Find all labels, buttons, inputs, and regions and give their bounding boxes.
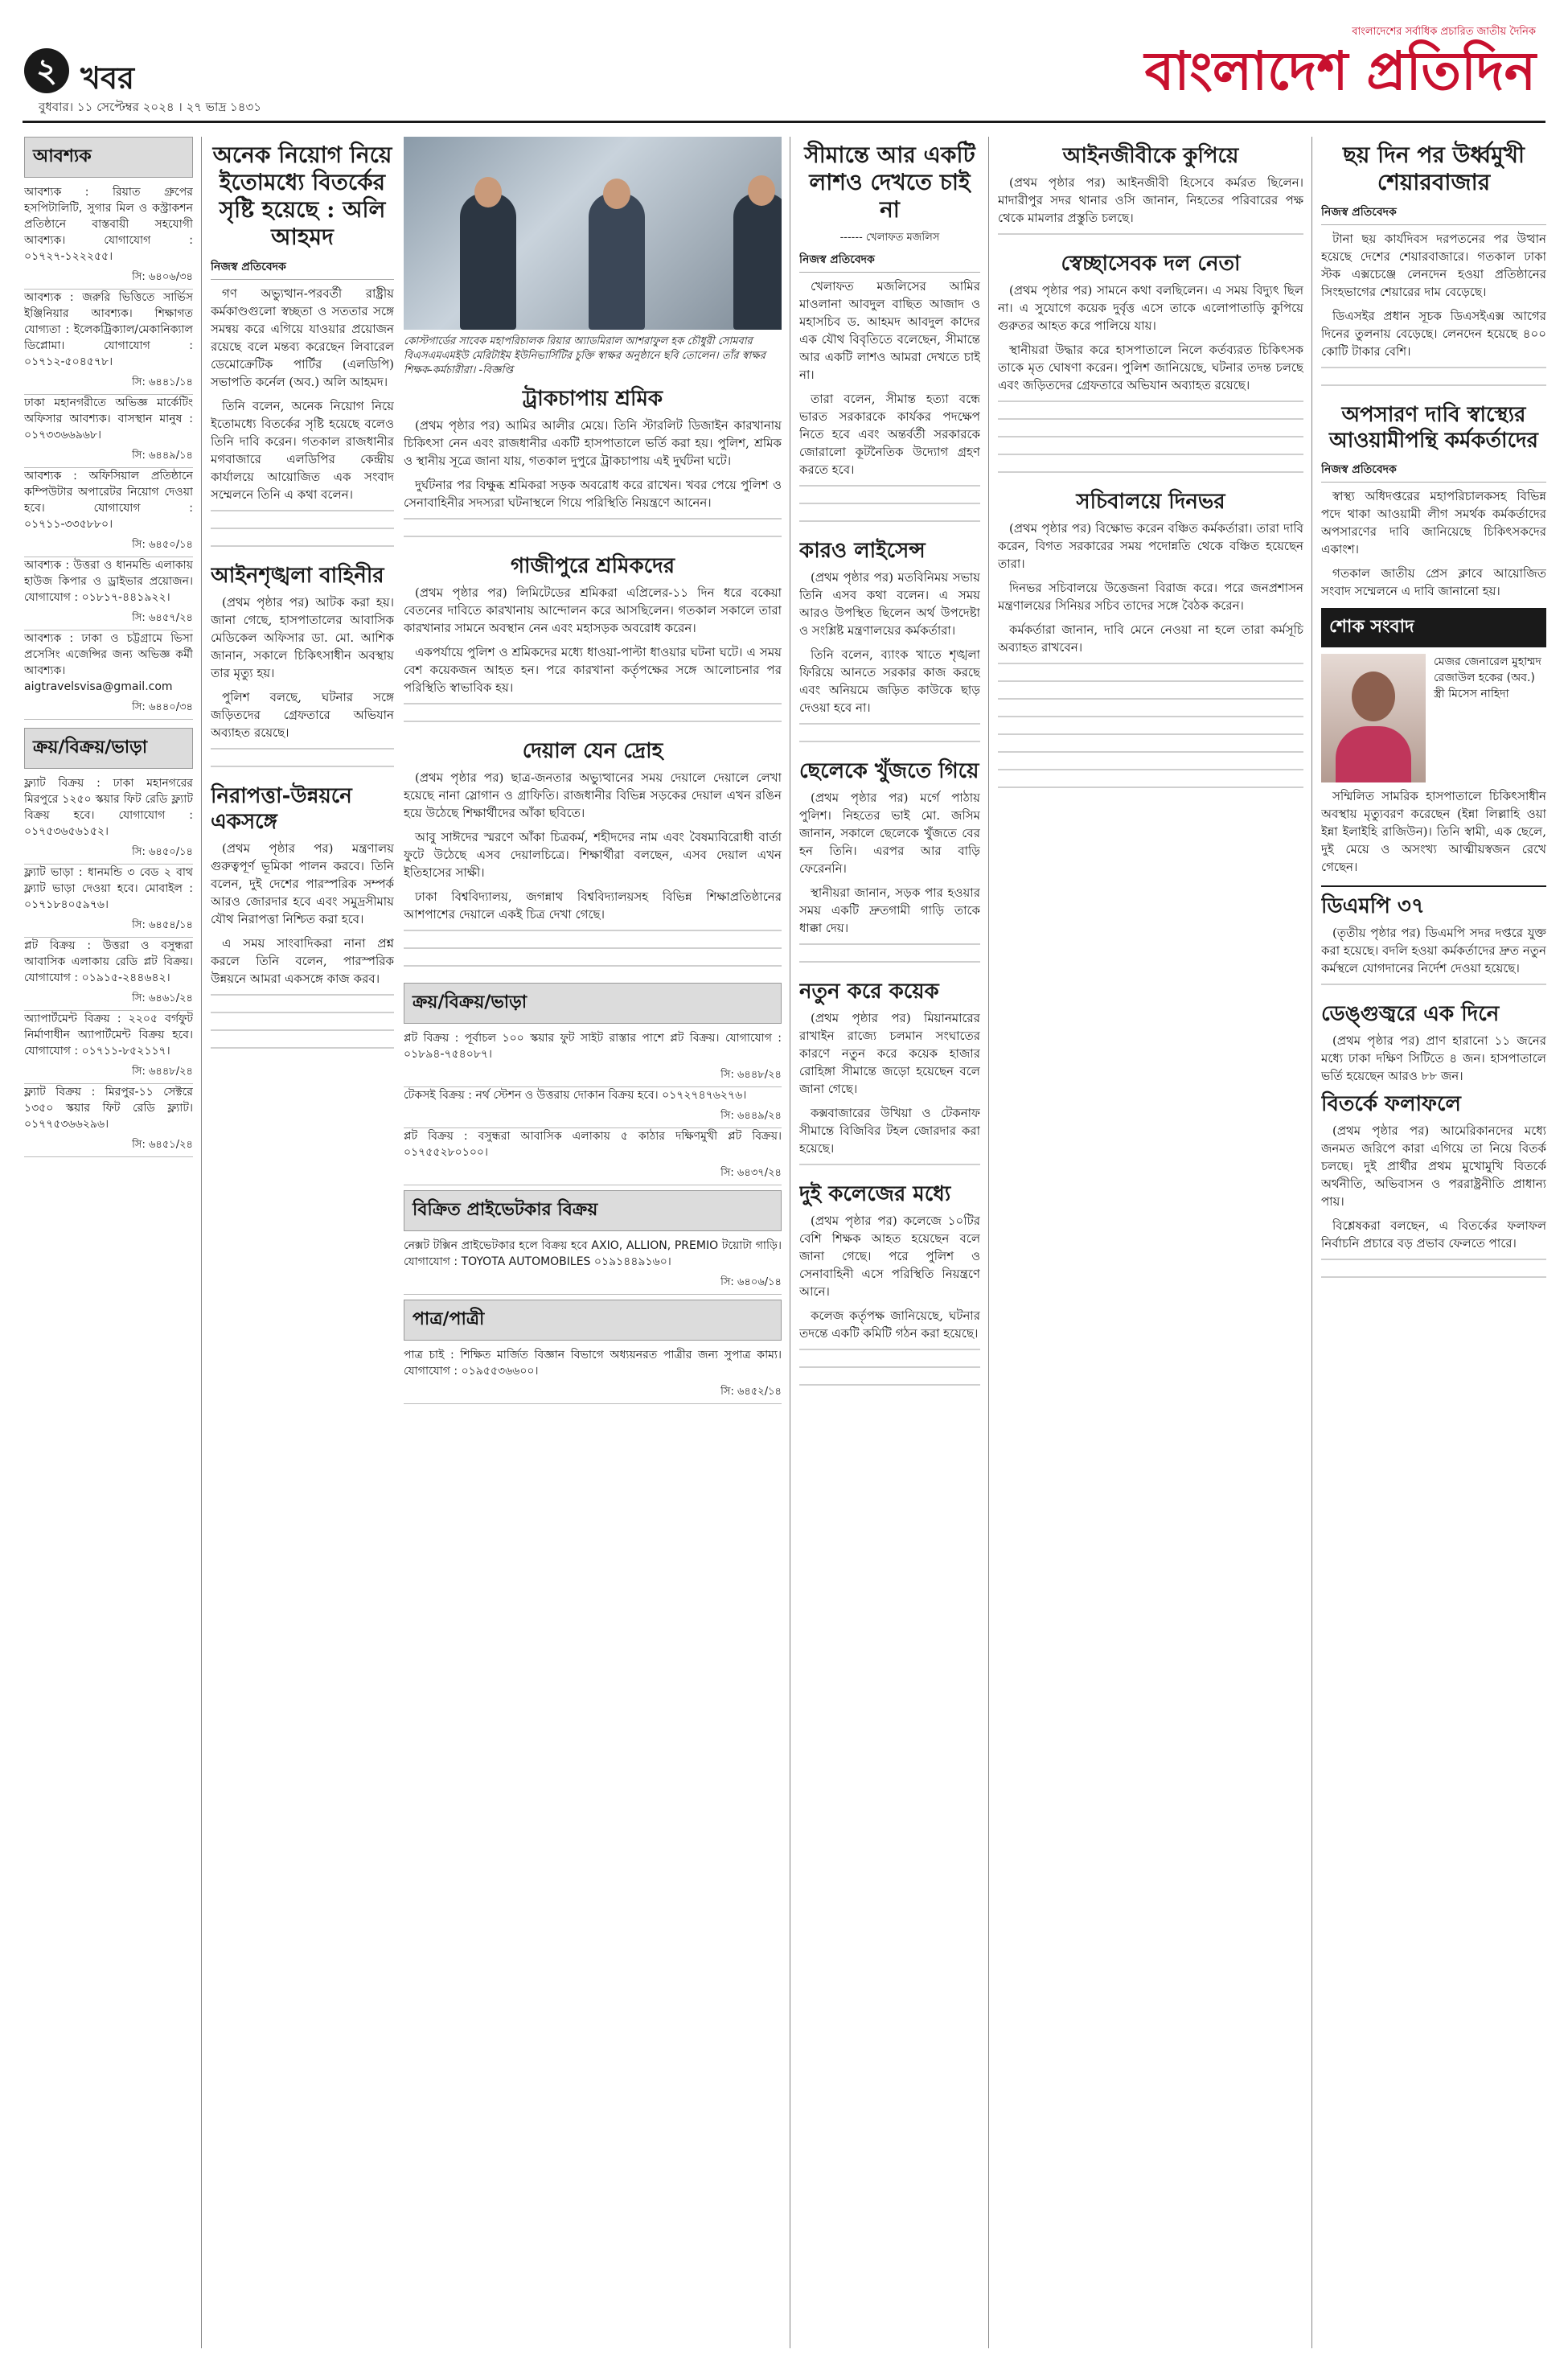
headline-volunteer-leader: স্বেচ্ছাসেবক দল নেতা	[1061, 252, 1241, 276]
middle-classified-list	[404, 1030, 782, 1185]
headline-secretariat: সচিবালয়ে দিনভর	[1076, 490, 1225, 514]
news-photo	[404, 137, 782, 330]
classified-heading: আবশ্যক	[24, 137, 193, 178]
byline: নিজস্ব প্রতিবেদক	[799, 250, 980, 273]
paragraph: দুর্ঘটনার পর বিক্ষুব্ধ শ্রমিকরা সড়ক অবরোধ করে রাখেন। খবর পেয়ে পুলিশ ও সেনাবাহিনীর সদস্যরা ঘটনাস্থলে গিয়ে পরিস্থিতি নিয়ন্ত্রণে আনেন।	[404, 478, 782, 510]
paragraph: স্থানীয়রা উদ্ধার করে হাসপাতালে নিলে কর্তব্যরত চিকিৎসক তাকে মৃত ঘোষণা করেন। পুলিশ জানিয়েছে, ঘটনার তদন্ত চলছে এবং জড়িতদের গ্রেফতারে অভিযান অব্যাহত রয়েছে।	[998, 343, 1303, 392]
classifieds-column	[24, 137, 193, 2348]
paragraph: (প্রথম পৃষ্ঠার পর) আমির আলীর মেয়ে। তিনি স্টারলিট ডিজাইন কারখানায় চিকিৎসা নেন এবং রাজধানীর একটি হাসপাতালে ভর্তি করা হয়। পুলিশ, শ্রমিক ও স্থানীয় সূত্রে জানা যায়, গতকাল দুপুরে ট্রাকচাপায় এই দুর্ঘটনা ঘটে।	[404, 418, 782, 468]
article-body	[404, 584, 782, 696]
article-body	[799, 277, 980, 478]
classified-list	[24, 184, 193, 720]
paragraph: (প্রথম পৃষ্ঠার পর) আটক করা হয়। জানা গেছে, হাসপাতালের আবাসিক মেডিকেল অফিসার ডা. মো. আশিক জানান, সকালে চিকিৎসাধীন অবস্থায় তার মৃত্যু হয়।	[211, 595, 394, 680]
article-body	[211, 840, 394, 988]
middle-classified-heading: ক্রয়/বিক্রয়/ভাড়া	[404, 983, 782, 1024]
paragraph: বিশ্লেষকরা বলছেন, এ বিতর্কের ফলাফল নির্বাচনি প্রচারে বড় প্রভাব ফেলতে পারে।	[1321, 1218, 1546, 1251]
classified-item: ঢাকা মহানগরীতে অভিজ্ঞ মার্কেটিং অফিসার আবশ্যক। বাসস্থান মানুষ : ০১৭৩৩৬৬৯৬৮।	[24, 396, 193, 442]
paragraph: (প্রথম পৃষ্ঠার পর) ছাত্র-জনতার অভ্যুত্থানের সময় দেয়ালে দেয়ালে লেখা হয়েছে নানা স্লোগান ও গ্রাফিতি। রাজধানীর বিভিন্ন সড়কের দেয়াল এখন রঙিন হয়ে উঠেছে শিক্ষার্থীদের আঁকা ছবিতে।	[404, 770, 782, 820]
classified-item: ফ্ল্যাট বিক্রয় : মিরপুর-১১ সেক্টরে ১৩৫০ স্কয়ার ফিট রেডি ফ্ল্যাট। ০১৭৭৫৩৬৬২৯৬।	[24, 1086, 193, 1131]
classified-ref: সি: ৬৪৫৭/২৪	[24, 610, 193, 630]
paragraph: ডিএসইর প্রধান সূচক ডিএসইএক্স আগের দিনের তুলনায় বেড়েছে। লেনদেন হয়েছে ৪০০ কোটি টাকার বেশি।	[1321, 309, 1546, 359]
paragraph: আবু সাঈদের স্মরণে আঁকা চিত্রকর্ম, শহীদদের নাম এবং বৈষম্যবিরোধী বার্তা ফুটে উঠেছে এসব দেয়ালচিত্রে। শিক্ষার্থীরা বলছেন, এসব দেয়াল এখন ইতিহাসের সাক্ষী।	[404, 830, 782, 880]
paragraph: গণ অভ্যুত্থান-পরবর্তী রাষ্ট্রীয় কর্মকাণ্ডগুলো স্বচ্ছতা ও সততার সঙ্গে সমন্বয় করে এগিয়ে যাওয়ার প্রয়োজন রয়েছে বলে মন্তব্য করেছেন লিবারেল ডেমোক্রেটিক পার্টির (এলডিপি) সভাপতি কর্নেল (অব.) অলি আহমদ।	[211, 286, 394, 389]
classified-item: টেকসই বিক্রয় : নর্থ স্টেশন ও উত্তরায় দোকান বিক্রয় হবে। ০১৭২৭৪৭৬২৭৬।	[404, 1089, 747, 1102]
article-body	[998, 174, 1303, 227]
headline-dengue: ডেঙ্গুজ্বরে এক দিনে	[1321, 1002, 1500, 1026]
article-body	[1321, 1122, 1546, 1252]
paragraph: স্বাস্থ্য অধিদপ্তরের মহাপরিচালকসহ বিভিন্ন পদে থাকা আওয়ামী লীগ সমর্থক কর্মকর্তাদের অপসারণের দাবি জানিয়েছে চিকিৎসকদের একাংশ।	[1321, 489, 1546, 557]
page-number: ২	[24, 48, 69, 93]
paragraph: (প্রথম পৃষ্ঠার পর) প্রাণ হারানো ১১ জনের মধ্যে ঢাকা দক্ষিণ সিটিতে ৪ জন। হাসপাতালে ভর্তি হয়েছেন আরও ৮৮ জন।	[1321, 1033, 1546, 1083]
classified-item: প্লট বিক্রয় : বসুন্ধরা আবাসিক এলাকায় ৫ কাঠার দক্ষিণমুখী প্লট বিক্রয়। ০১৭৫৫২৮০১০০।	[404, 1130, 782, 1159]
obituary-heading: শোক সংবাদ	[1321, 608, 1546, 647]
article-body	[1321, 924, 1546, 977]
classified-item: আবশ্যক : অফিসিয়াল প্রতিষ্ঠানে কম্পিউটার অপারেটর নিয়োগ দেওয়া হবে। যোগাযোগ : ০১৭১১-৩৩৫৮৮০।	[24, 470, 193, 531]
headline-debate-result: বিতর্কে ফলাফলে	[1321, 1092, 1461, 1116]
article-body	[799, 1212, 980, 1342]
paragraph: একপর্যায়ে পুলিশ ও শ্রমিকদের মধ্যে ধাওয়া-পাল্টা ধাওয়ার ঘটনা ঘটে। এ সময় বেশ কয়েকজন আহত হন। পরে কারখানা কর্তৃপক্ষের সঙ্গে আলোচনার পর পরিস্থিতি স্বাভাবিক হয়।	[404, 645, 782, 695]
headline-license: কারও লাইসেন্স	[799, 539, 926, 563]
headline-oli-ahmed: অনেক নিয়োগ নিয়ে ইতোমধ্যে বিতর্কের সৃষ্টি হয়েছে : অলি আহমদ	[212, 142, 392, 250]
paragraph: স্থানীয়রা জানান, সড়ক পার হওয়ার সময় একটি দ্রুতগামী গাড়ি তাকে ধাক্কা দেয়।	[799, 885, 980, 935]
classified-item: আবশ্যক : জরুরি ভিত্তিতে সার্ভিস ইঞ্জিনিয়ার আবশ্যক। শিক্ষাগত যোগ্যতা : ইলেকট্রিক্যাল/মেকানিক্যাল ডিপ্লোমা। যোগাযোগ : ০১৭১২-৫০৪৫৭৮।	[24, 291, 193, 368]
masthead-tagline: বাংলাদেশের সর্বাধিক প্রচারিত জাতীয় দৈনিক	[1352, 26, 1536, 38]
headline-searching-son: ছেলেকে খুঁজতে গিয়ে	[799, 759, 979, 783]
masthead-name: বাংলাদেশ প্রতিদিন	[1144, 39, 1536, 102]
photo-caption: কোস্টগার্ডের সাবেক মহাপরিচালক রিয়ার অ্যাডমিরাল আশরাফুল হক চৌধুরী সোমবার বিএসএমএমইউ মেরিটাইম ইউনিভার্সিটির চুক্তি স্বাক্ষর অনুষ্ঠানে ছবি তোলেন। তাঁর স্বাক্ষর শিক্ষক-কর্মচারীরা। -বিজ্ঞপ্তি	[404, 335, 766, 376]
article-body	[799, 1009, 980, 1157]
column-5	[799, 137, 980, 2348]
classified-item: আবশ্যক : ঢাকা ও চট্টগ্রামে ভিসা প্রসেসিং এজেন্সির জন্য অভিজ্ঞ কর্মী আবশ্যক। aigtravelsvisa@gmail.com	[24, 632, 193, 693]
article-body	[211, 594, 394, 741]
paragraph: (প্রথম পৃষ্ঠার পর) সামনে কথা বলছিলেন। এ সময় বিদ্যুৎ ছিল না। এ সুযোগে কয়েক দুর্বৃত্ত এসে তাকে এলোপাতাড়ি কুপিয়ে গুরুতর আহত করে পালিয়ে যায়।	[998, 283, 1303, 333]
section-title: খবর	[80, 60, 135, 96]
classified-item: প্লট বিক্রয় : পূর্বাচল ১০০ স্কয়ার ফুট সাইট রাস্তার পাশে প্লট বিক্রয়। যোগাযোগ : ০১৮৯৪-৭৫৪০৮৭।	[404, 1032, 782, 1061]
article-body	[998, 520, 1303, 656]
byline: নিজস্ব প্রতিবেদক	[211, 257, 394, 280]
column-2	[211, 137, 394, 2348]
classified-item: ফ্ল্যাট ভাড়া : ধানমন্ডি ৩ বেড ২ বাথ ফ্ল্যাট ভাড়া দেওয়া হবে। মোবাইল : ০১৭১৮৪০৫৯৭৬।	[24, 866, 193, 911]
column-3	[404, 137, 782, 2348]
article-body	[1321, 1032, 1546, 1085]
paragraph: (প্রথম পৃষ্ঠার পর) বিক্ষোভ করেন বঞ্চিত কর্মকর্তারা। তারা দাবি করেন, বিগত সরকারের সময় পদোন্নতি থেকে বঞ্চিত হয়েছেন তারা।	[998, 521, 1303, 571]
paragraph: দিনভর সচিবালয়ে উত্তেজনা বিরাজ করে। পরে জনপ্রশাসন মন্ত্রণালয়ের সিনিয়র সচিব তাদের সঙ্গে বৈঠক করেন।	[998, 581, 1303, 613]
paragraph: ঢাকা বিশ্ববিদ্যালয়, জগন্নাথ বিশ্ববিদ্যালয়সহ বিভিন্ন শিক্ষাপ্রতিষ্ঠানের আশপাশের দেয়ালে একই চিত্র দেখা গেছে।	[404, 889, 782, 922]
column-6	[998, 137, 1303, 2348]
article-body	[998, 281, 1303, 394]
paragraph: তারা বলেন, সীমান্ত হত্যা বন্ধে ভারত সরকারকে কার্যকর পদক্ষেপ নিতে হবে এবং অন্তর্বর্তী সরকারকে জোরালো কূটনৈতিক উদ্যোগ গ্রহণ করতে হবে।	[799, 392, 980, 477]
classified-ref: সি: ৬৪৪১/১৪	[24, 375, 193, 395]
classified-ref: সি: ৬৪৪০/৩৪	[24, 700, 193, 720]
matrimony-ad: পাত্র চাই : শিক্ষিত মার্জিত বিজ্ঞান বিভাগে অধ্যয়নরত পাত্রীর জন্য সুপাত্র কাম্য। যোগাযোগ : ০১৯৫৫৩৬৬০০।	[404, 1349, 782, 1378]
headline-law-enforcement: আইনশৃঙ্খলা বাহিনীর	[211, 564, 384, 588]
classified-ref: সি: ৬৪০৬/৩৪	[24, 269, 193, 290]
paragraph: কর্মকর্তারা জানান, দাবি মেনে নেওয়া না হলে তারা কর্মসূচি অব্যাহত রাখবেন।	[998, 622, 1303, 655]
paragraph: (প্রথম পৃষ্ঠার পর) আইনজীবী হিসেবে কর্মরত ছিলেন। মাদারীপুর সদর থানার ওসি জানান, নিহতের পরিবারের পক্ষ থেকে মামলার প্রস্তুতি চলছে।	[998, 175, 1303, 225]
paragraph: তিনি বলেন, ব্যাংক খাতে শৃঙ্খলা ফিরিয়ে আনতে সরকার কাজ করছে এবং অনিয়মে জড়িত কাউকে ছাড় দেওয়া হবে না।	[799, 647, 980, 715]
header-rule	[23, 121, 1545, 123]
classified-ref: সি: ৬৪৪৮/২৪	[24, 1064, 193, 1084]
classified-ref: সি: ৬৪৫১/২৪	[24, 1137, 193, 1157]
headline-subtitle: ------ খেলাফত মজলিস	[839, 232, 940, 244]
paragraph: (প্রথম পৃষ্ঠার পর) মর্গে পাঠায় পুলিশ। নিহতের ভাই মো. জসিম জানান, সকালে ছেলেকে খুঁজতে বের হন তিনি। এরপর আর বাড়ি ফেরেননি।	[799, 791, 980, 876]
article-body	[1321, 230, 1546, 360]
classified-item: অ্যাপার্টমেন্ট বিক্রয় : ২২০৫ বর্গফুট নির্মাণাধীন অ্যাপার্টমেন্ট বিক্রয় হবে। যোগাযোগ : ০১৭১১-৮৫২১১৭।	[24, 1012, 193, 1058]
paragraph: (প্রথম পৃষ্ঠার পর) মতবিনিময় সভায় তিনি এসব কথা বলেন। এ সময় আরও উপস্থিত ছিলেন অর্থ উপদেষ্টা ও সংশ্লিষ্ট মন্ত্রণালয়ের কর্মকর্তারা।	[799, 570, 980, 638]
headline-gazipur-workers: গাজীপুরে শ্রমিকদের	[510, 554, 675, 578]
paragraph: টানা ছয় কার্যদিবস দরপতনের পর উত্থান হয়েছে দেশের শেয়ারবাজারে। গতকাল ঢাকা স্টক এক্সচেঞ্জে লেনদেন হওয়া প্রতিষ্ঠানের সিংহভাগের শেয়ারের দাম বেড়েছে।	[1321, 232, 1546, 299]
column-8	[1321, 137, 1546, 2348]
headline-health-removal: অপসারণ দাবি স্বাস্থ্যের আওয়ামীপন্থি কর্মকর্তাদের	[1329, 403, 1538, 453]
headline-dmp: ডিএমপি ৩৭	[1321, 894, 1425, 918]
headline-lawyer-attack: আইনজীবীকে কুপিয়ে	[1062, 144, 1239, 168]
byline: নিজস্ব প্রতিবেদক	[1321, 203, 1546, 225]
obituary-name: মেজর জেনারেল মুহাম্মদ রেজাউল হকের (অব.) স্ত্রী মিসেস নাহিদা	[1434, 655, 1541, 700]
article-body	[1321, 487, 1546, 600]
headline-wall-graffiti: দেয়াল যেন দ্রোহ	[522, 739, 663, 763]
classified-item: আবশ্যক : উত্তরা ও ধানমন্ডি এলাকায় হাউজ কিপার ও ড্রাইভার প্রয়োজন। যোগাযোগ : ০১৮১৭-৪৪১৯২২।	[24, 559, 193, 604]
real-estate-heading: ক্রয়/বিক্রয়/ভাড়া	[24, 728, 193, 769]
headline-new-rohingya: নতুন করে কয়েক	[799, 980, 939, 1004]
headline-security-development: নিরাপত্তা-উন্নয়নে একসঙ্গে	[211, 784, 352, 834]
paragraph: তিনি বলেন, অনেক নিয়োগ নিয়ে ইতোমধ্যে বিতর্কের সৃষ্টি হয়েছে বলেও তিনি দাবি করেন। গতকাল রাজধানীর মগবাজারে এলডিপির কেন্দ্রীয় কার্যালয়ে আয়োজিত এক সংবাদ সম্মেলনে তিনি এ কথা বলেন।	[211, 399, 394, 502]
column-divider	[1311, 137, 1312, 2348]
classified-ref: সি: ৬৪৫০/১৪	[24, 537, 193, 557]
paragraph: পুলিশ বলছে, ঘটনার সঙ্গে জড়িতদের গ্রেফতারে অভিযান অব্যাহত রয়েছে।	[211, 690, 394, 740]
byline: নিজস্ব প্রতিবেদক	[1321, 460, 1546, 483]
article-body	[404, 417, 782, 511]
article-body	[211, 285, 394, 503]
article-body	[799, 569, 980, 717]
column-divider	[988, 137, 989, 2348]
real-estate-list	[24, 775, 193, 1157]
paragraph: গতকাল জাতীয় প্রেস ক্লাবে আয়োজিত সংবাদ সম্মেলনে এ দাবি জানানো হয়।	[1321, 566, 1546, 598]
paragraph: (প্রথম পৃষ্ঠার পর) কলেজে ১০টির বেশি শিক্ষক আহত হয়েছেন বলে জানা গেছে। পরে পুলিশ ও সেনাবাহিনী এসে পরিস্থিতি নিয়ন্ত্রণে আনে।	[799, 1214, 980, 1299]
classified-ref: সি: ৬৪৬১/২৪	[24, 991, 193, 1011]
classified-item: আবশ্যক : রিয়াত গ্রুপের হসপিটালিটি, সুগার মিল ও কস্ট্রাকশন প্রতিষ্ঠানে বাস্তবায়ী সহযোগী আবশ্যক। যোগাযোগ : ০১৭২৭-১২২২৫৫।	[24, 186, 193, 263]
obituary	[1321, 654, 1546, 782]
matrimony-heading: পাত্র/পাত্রী	[404, 1300, 782, 1341]
paragraph: খেলাফত মজলিসের আমির মাওলানা আবদুল বাছিত আজাদ ও মহাসচিব ড. আহমদ আবদুল কাদের এক যৌথ বিবৃতিতে বলেছেন, সীমান্তে আর একটি লাশও আমরা দেখতে চাই না।	[799, 279, 980, 382]
dateline: বুধবার। ১১ সেপ্টেম্বর ২০২৪ । ২৭ ভাদ্র ১৪৩১	[39, 100, 262, 114]
article-body	[799, 789, 980, 937]
masthead	[1145, 24, 1536, 101]
paragraph: (প্রথম পৃষ্ঠার পর) লিমিটেডের শ্রমিকরা এপ্রিলের-১১ দিন ধরে বকেয়া বেতনের দাবিতে কারখানায় আন্দোলন করে আসছিলেন। গতকাল সকালে তারা কারখানার সামনে অবস্থান নেন এবং মহাসড়ক অবরোধ করেন।	[404, 585, 782, 635]
headline-border-killing: সীমান্তে আর একটি লাশও দেখতে চাই না	[804, 142, 975, 223]
obituary-photo	[1321, 654, 1426, 782]
paragraph: (প্রথম পৃষ্ঠার পর) আমেরিকানদের মধ্যে জনমত জরিপে কারা এগিয়ে তা নিয়ে বিতর্ক চলছে। দুই প্রার্থীর প্রথম মুখোমুখি বিতর্কে অর্থনীতি, অভিবাসন ও পররাষ্ট্রনীতি প্রাধান্য পায়।	[1321, 1123, 1546, 1209]
vehicle-ad: নেক্সট টক্সিন প্রাইভেটকার হলে বিক্রয় হবে AXIO, ALLION, PREMIO টয়োটা গাড়ি। যোগাযোগ : TOYOTA AUTOMOBILES ০১৯১৪৪৯১৬০।	[404, 1239, 782, 1268]
headline-share-market: ছয় দিন পর উর্ধ্বমুখী শেয়ারবাজার	[1342, 142, 1525, 195]
paragraph: কক্সবাজারের উখিয়া ও টেকনাফ সীমান্তে বিজিবির টহল জোরদার করা হয়েছে।	[799, 1106, 980, 1156]
paragraph: এ সময় সাংবাদিকরা নানা প্রশ্ন করলে তিনি বলেন, পারস্পরিক উন্নয়নে আমরা একসঙ্গে কাজ করব।	[211, 936, 394, 986]
headline-two-colleges: দুই কলেজের মধ্যে	[799, 1182, 951, 1206]
paragraph: (তৃতীয় পৃষ্ঠার পর) ডিএমপি সদর দপ্তরে যুক্ত করা হয়েছে। বদলি হওয়া কর্মকর্তাদের দ্রুত নতুন কর্মস্থলে যোগদানের নির্দেশ দেওয়া হয়েছে।	[1321, 926, 1546, 975]
matrimony-ref: সি: ৬৪৫২/১৪	[404, 1384, 782, 1404]
vehicle-heading: বিক্রিত প্রাইভেটকার বিক্রয়	[404, 1190, 782, 1231]
headline-truck-accident: ট্রাকচাপায় শ্রমিক	[522, 387, 663, 411]
classified-ref: সি: ৬৪৪৯/২৪	[404, 1108, 782, 1128]
article-body	[404, 769, 782, 923]
classified-ref: সি: ৬৪৫৪/১৪	[24, 918, 193, 938]
classified-ref: সি: ৬৪৩৭/২৪	[404, 1165, 782, 1185]
paragraph: (প্রথম পৃষ্ঠার পর) মন্ত্রণালয় গুরুত্বপূর্ণ ভূমিকা পালন করবে। তিনি বলেন, দুই দেশের পারস্পরিক সম্পর্ক আরও জোরদার হবে এবং সমুদ্রসীমায় যৌথ নিরাপত্তা নিশ্চিত করা হবে।	[211, 841, 394, 926]
vehicle-ref: সি: ৬৪০৬/১৪	[404, 1275, 782, 1295]
classified-ref: সি: ৬৪৪৮/২৪	[404, 1067, 782, 1087]
obituary-text: সম্মিলিত সামরিক হাসপাতালে চিকিৎসাধীন অবস্থায় মৃত্যুবরণ করেছেন (ইন্না লিল্লাহি ওয়া ইন্না ইলাইহি রাজিউন)। তিনি স্বামী, এক ছেলে, দুই মেয়ে ও অসংখ্য আত্মীয়স্বজন রেখে গেছেন।	[1321, 789, 1546, 874]
paragraph: (প্রথম পৃষ্ঠার পর) মিয়ানমারের রাখাইন রাজ্যে চলমান সংঘাতের কারণে নতুন করে কয়েক হাজার রোহিঙ্গা সীমান্তে জড়ো হয়েছেন বলে জানা গেছে।	[799, 1011, 980, 1096]
classified-item: প্লট বিক্রয় : উত্তরা ও বসুন্ধরা আবাসিক এলাকায় রেডি প্লট বিক্রয়। যোগাযোগ : ০১৯১৫-২৪৪৬৪২।	[24, 939, 193, 984]
column-divider	[201, 137, 202, 2348]
page-header	[0, 0, 1568, 121]
classified-ref: সি: ৬৪৪৯/১৪	[24, 448, 193, 468]
classified-ref: সি: ৬৪৫০/১৪	[24, 844, 193, 865]
classified-item: ফ্ল্যাট বিক্রয় : ঢাকা মহানগরের মিরপুরে ১২৫০ স্কয়ার ফিট রেডি ফ্ল্যাট বিক্রয় হবে। যোগাযোগ : ০১৭৫৩৬৫৬১৫২।	[24, 777, 193, 838]
paragraph: কলেজ কর্তৃপক্ষ জানিয়েছে, ঘটনার তদন্তে একটি কমিটি গঠন করা হয়েছে।	[799, 1308, 980, 1341]
